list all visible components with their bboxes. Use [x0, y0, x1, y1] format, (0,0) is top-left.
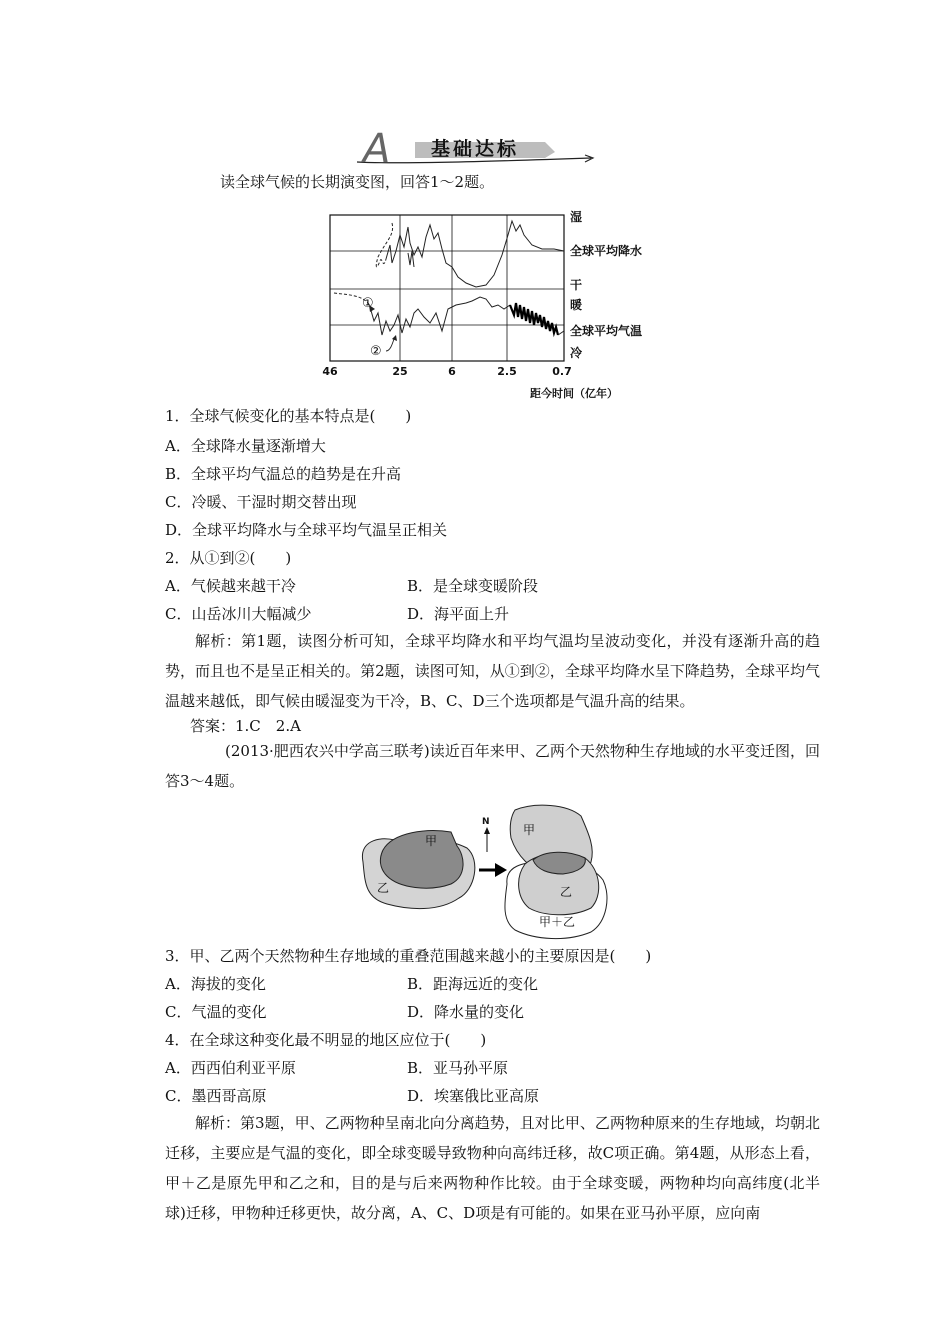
chart-frame: [330, 215, 564, 361]
label-precip: 全球平均降水: [570, 244, 643, 258]
section-header: [355, 128, 595, 168]
climate-evolution-chart: [320, 205, 660, 405]
q4-option-c: C．墨西哥高原: [165, 1087, 267, 1105]
q3-stem: 3．甲、乙两个天然物种生存地域的重叠范围越来越小的主要原因是( ): [165, 947, 652, 965]
temp-curve-tail: [558, 331, 564, 335]
temp-curve: [370, 297, 510, 335]
intro-1: 读全球气候的长期演变图，回答1～2题。: [220, 173, 495, 191]
q4-option-b: B．亚马孙平原: [407, 1059, 509, 1077]
q1-option-c: C．冷暖、干湿时期交替出现: [165, 493, 357, 511]
marker2-arrowhead: [392, 335, 397, 341]
q1-option-a: A．全球降水量逐渐增大: [165, 437, 326, 455]
north-arrowhead: [484, 827, 490, 834]
q4-option-a: A．西西伯利亚平原: [165, 1059, 296, 1077]
marker-2: ②: [370, 344, 382, 359]
q2-option-a: A．气候越来越干冷: [165, 577, 296, 595]
intro-2: (2013·肥西农兴中学高三联考)读近百年来甲、乙两个天然物种生存地域的水平变迁图，回答3～4题。: [165, 742, 820, 790]
label-yi-after: 乙: [560, 885, 573, 899]
species-migration-map: [355, 800, 615, 945]
label-temp: 全球平均气温: [570, 324, 643, 338]
label-wet: 湿: [570, 210, 583, 224]
q4-option-d: D．埃塞俄比亚高原: [407, 1087, 540, 1105]
precip-curve-dashed: [376, 223, 392, 267]
x-axis-label: 距今时间（亿年）: [530, 387, 618, 400]
q2-option-c: C．山岳冰川大幅减少: [165, 605, 312, 623]
q3-option-d: D．降水量的变化: [407, 1003, 525, 1021]
migration-arrow: [479, 863, 507, 877]
marker2-arrow: [386, 339, 394, 351]
migration-arrowhead: [495, 863, 507, 877]
q2-stem: 2．从①到②( ): [165, 549, 292, 567]
label-dry: 干: [570, 278, 583, 292]
q1-stem: 1．全球气候变化的基本特点是( ): [165, 407, 412, 425]
tick-label: 25: [392, 365, 408, 378]
label-yi-before: 乙: [377, 881, 390, 895]
q4-stem: 4．在全球这种变化最不明显的地区应位于( ): [165, 1031, 487, 1049]
label-jia-before: 甲: [425, 834, 438, 848]
tick-label: 2.5: [497, 365, 517, 378]
grid-lines: [330, 215, 564, 361]
analysis-2: 解析：第3题，甲、乙两物种呈南北向分离趋势，且对比甲、乙两物种原来的生存地域，均朝北迁移，主要应是气温的变化，即全球变暖导致物种向高纬迁移，故C项正确。第4题，从形态上看，甲＋乙是原先甲和乙之和，目的是与后来两物种作比较。由于全球变暖，两物种均向高纬度(北半球)迁移，甲物种迁移更快，故分离，A、C、D项是有可能的。如果在亚马孙平原，应向南: [165, 1114, 820, 1222]
section-letter: A: [363, 128, 391, 168]
answer-1: 答案：1.C 2.A: [190, 717, 301, 735]
analysis-1: 解析：第1题，读图分析可知，全球平均降水和平均气温均呈波动变化，并没有逐渐升高的趋势，而且也不是呈正相关的。第2题，读图可知，从①到②，全球平均降水呈下降趋势，全球平均气温越来越低，即气候由暖湿变为干冷，B、C、D三个选项都是气温升高的结果。: [165, 632, 820, 710]
label-north: N: [482, 817, 490, 827]
label-jia-after: 甲: [523, 823, 536, 837]
q1-option-b: B．全球平均气温总的趋势是在升高: [165, 465, 402, 483]
q3-option-b: B．距海远近的变化: [407, 975, 539, 993]
section-title: 基础达标: [431, 138, 520, 160]
tick-label: 0.7: [552, 365, 572, 378]
q3-option-a: A．海拔的变化: [165, 975, 266, 993]
label-warm: 暖: [570, 298, 583, 312]
tick-label: 6: [448, 365, 456, 378]
q2-option-b: B．是全球变暖阶段: [407, 577, 539, 595]
label-cold: 冷: [570, 346, 583, 360]
q2-option-d: D．海平面上升: [407, 605, 510, 623]
q1-option-d: D．全球平均降水与全球平均气温呈正相关: [165, 521, 448, 539]
q3-option-c: C．气温的变化: [165, 1003, 267, 1021]
marker-1: ①: [362, 296, 374, 311]
north-arrow: [484, 827, 490, 852]
tick-label: 46: [322, 365, 338, 378]
temp-curve-dense: [510, 303, 558, 335]
label-jia-plus-yi: 甲＋乙: [539, 915, 576, 929]
